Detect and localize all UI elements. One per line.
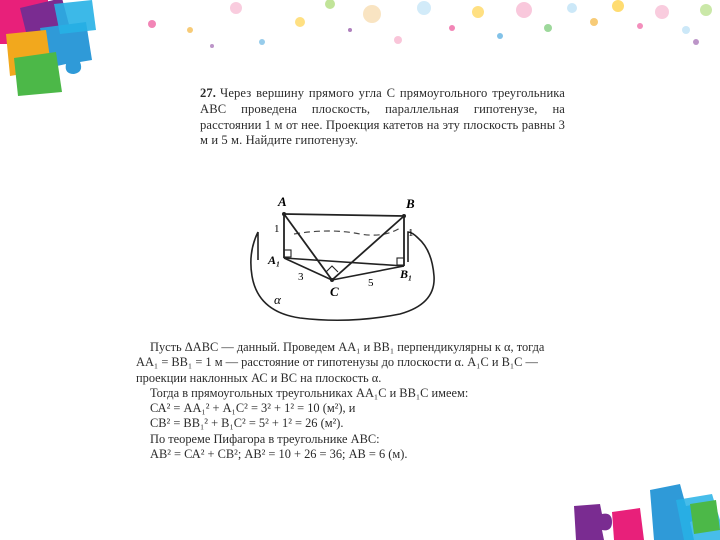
point-A	[282, 212, 286, 216]
right-angle-mark-C	[326, 266, 338, 272]
solution-paragraph: Пусть ΔАВС — данный. Проведем АА₁ и ВВ₁ перпендикулярны к α, тогда АА₁ = ВВ₁ = 1 м — расстояние от гипотенузы до плоскости α. А₁С и В₁С — проекции наклонных АС и ВС на плоскость α.	[136, 340, 545, 385]
segment-A1B1	[284, 258, 404, 266]
problem-text: Через вершину прямого угла С прямоугольного треугольника АВС проведена плоскость, параллельная гипотенузе, на расстоянии 1 м от нее. Проекция катетов на эту плоскость равны 3 м и 5 м. Найдите гипотенузу.	[200, 86, 565, 148]
equation-ab: АВ² = СА² + СВ²; АВ² = 10 + 26 = 36; АВ = 6 (м).	[150, 447, 408, 462]
right-angle-mark-B1	[397, 258, 404, 265]
segment-BC	[332, 216, 404, 280]
label-1-right: 1	[408, 227, 414, 239]
label-A: A	[278, 194, 287, 209]
solution-line: По теореме Пифагора в треугольнике АВС:	[150, 431, 380, 446]
problem-number: 27.	[200, 86, 217, 100]
label-C: C	[330, 284, 339, 299]
label-5: 5	[368, 277, 374, 289]
confetti-dots	[148, 0, 712, 48]
problem-statement	[200, 86, 565, 149]
puzzle-pieces-bottom-right-icon	[574, 484, 720, 540]
equation-cb: СВ² = ВВ₁² + В₁С² = 5² + 1² = 26 (м²).	[150, 416, 344, 431]
point-B	[402, 214, 406, 218]
puzzle-pieces-top-left-icon	[0, 0, 96, 96]
equation-ca: СА² = АА₁² + А₁С² = 3² + 1² = 10 (м²), и	[150, 401, 356, 416]
label-3: 3	[298, 271, 304, 283]
segment-AC	[284, 214, 332, 280]
point-C	[330, 278, 334, 282]
label-1-left: 1	[274, 223, 280, 235]
label-A1: A₁	[268, 253, 281, 267]
label-B1: B₁	[400, 267, 413, 281]
segment-AB	[284, 214, 404, 216]
label-B: B	[406, 196, 415, 211]
right-angle-mark-A1	[284, 250, 291, 257]
label-alpha: α	[274, 292, 281, 307]
solution-text	[136, 340, 568, 462]
solution-line: Тогда в прямоугольных треугольниках АА₁С и ВВ₁С имеем:	[150, 385, 469, 400]
geometry-figure	[240, 192, 440, 332]
